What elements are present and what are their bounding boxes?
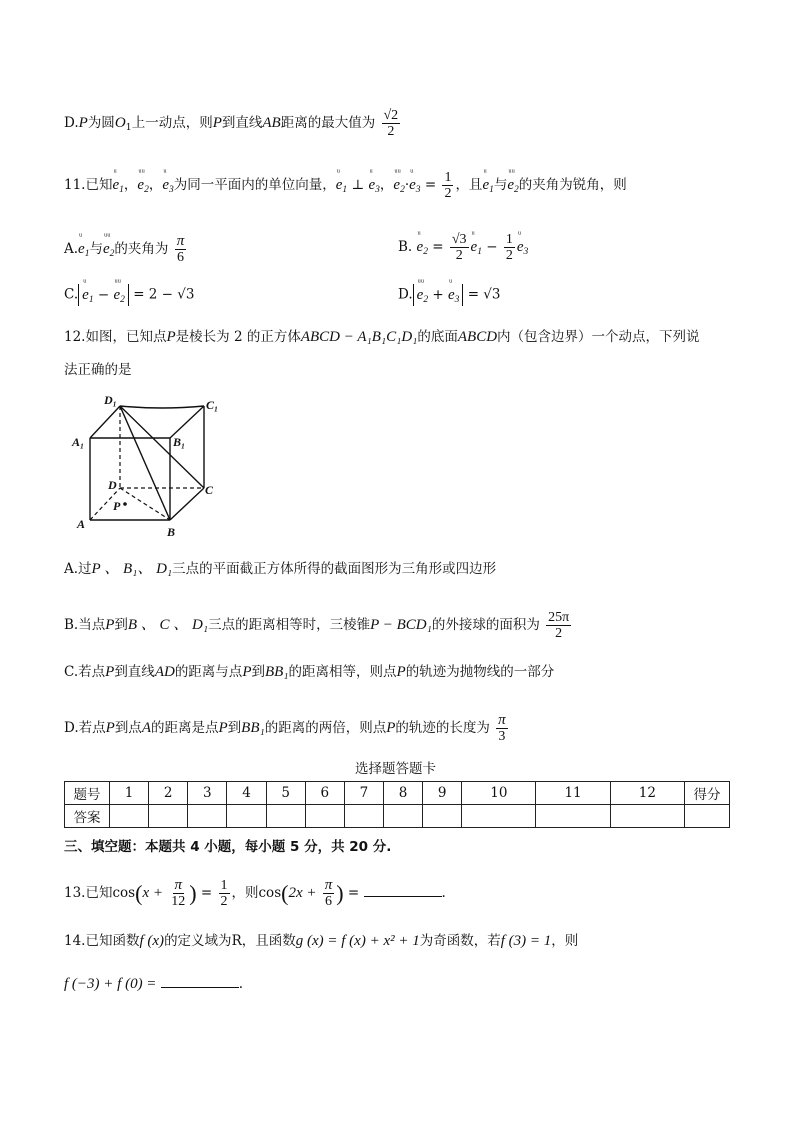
number-cell: 4 — [227, 782, 266, 805]
answer-cell[interactable] — [266, 805, 305, 828]
label-a: A — [77, 517, 86, 531]
label-c1: C₁ — [206, 398, 219, 412]
label-b: B — [167, 525, 176, 539]
label-a1: A₁ — [72, 435, 85, 449]
answer-cell[interactable] — [610, 805, 684, 828]
q12-option-b: B.当点P到B 、 C 、 D₁三点的距离相等时，三棱锥P − BCD₁的外接球的面积为 $\frac{25\pi}{2}$ — [64, 610, 570, 641]
number-cell: 12 — [610, 782, 684, 805]
q11-half-fraction: $\frac{1}{2}$ — [444, 170, 452, 201]
answer-cell[interactable] — [227, 805, 266, 828]
q12-stem-line1: 12.如图，已知点P是棱长为 2 的正方体ABCD − A₁B₁C₁D₁的底面ABCD内（包含边界）一个动点，下列说 — [64, 329, 700, 345]
edge-a1d1 — [90, 406, 120, 438]
label-c: C — [205, 483, 214, 497]
answer-cell[interactable] — [305, 805, 344, 828]
number-cell: 1 — [110, 782, 149, 805]
label-d1: D₁ — [104, 393, 117, 407]
answer-card-title: 选择题答题卡 — [355, 761, 436, 777]
label-p: P — [113, 499, 121, 513]
answer-cell[interactable] — [344, 805, 383, 828]
answer-card-table — [64, 781, 730, 828]
number-cell: 7 — [344, 782, 383, 805]
cube-figure — [70, 392, 220, 542]
number-cell: 2 — [149, 782, 188, 805]
q14-stem-line2: f (−3) + f (0) = . — [64, 973, 243, 994]
edge-b1c1 — [170, 406, 204, 438]
answer-card-answer-row — [65, 805, 730, 828]
answer-cell[interactable] — [383, 805, 422, 828]
number-cell: 3 — [188, 782, 227, 805]
number-cell: 11 — [536, 782, 610, 805]
q10-option-d: D.P为圆$O_1$上一动点，则P到直线AB距离的最大值为 $\frac{√2}{2}$ — [64, 108, 399, 139]
q14-stem-line1: 14.已知函数f (x)的定义域为R，且函数g (x) = f (x) + x² + 1为奇函数，若f (3) = 1，则 — [64, 933, 579, 949]
q13-stem: 13.已知cos(x + $\frac{\pi}{12}$ ) = $\frac{1}{2}$ ，则cos(2x + $\frac{\pi}{6}$ ) = . — [64, 877, 446, 909]
answer-cell[interactable] — [536, 805, 610, 828]
answer-cell[interactable] — [423, 805, 462, 828]
point-p — [123, 502, 127, 506]
label-d: D — [108, 478, 117, 492]
score-label-cell: 得分 — [685, 782, 730, 805]
q13-answer-blank[interactable] — [364, 882, 442, 897]
number-cell: 8 — [383, 782, 422, 805]
number-cell: 10 — [462, 782, 536, 805]
q12-option-c: C.若点P到直线AD的距离与点P到BB₁的距离相等，则点P的轨迹为抛物线的一部分 — [64, 664, 555, 680]
q11-option-a: A.ᵘ $e_1$与ᵘᵘ $e_2$的夹角为 $\frac{\pi}{6}$ — [64, 234, 188, 265]
number-cell: 9 — [423, 782, 462, 805]
label-b1: B₁ — [173, 435, 186, 449]
q12-option-d: D.若点P到点A的距离是点P到BB₁的距离的两倍，则点P的轨迹的长度为 $\frac{\pi}{3}$ — [64, 712, 506, 744]
answer-cell[interactable] — [110, 805, 149, 828]
segment-d1b — [120, 406, 170, 520]
q11-option-c: C.ᵘ $e_1$ − ᵘᵘ $e_2 = 2 - √3$ — [64, 284, 194, 306]
answer-cell[interactable] — [149, 805, 188, 828]
edge-bc — [170, 488, 204, 520]
q12-option-a: A.过P 、 B₁、 D₁三点的平面截正方体所得的截面图形为三角形或四边形 — [64, 561, 497, 577]
number-cell: 5 — [266, 782, 305, 805]
answer-cell[interactable] — [462, 805, 536, 828]
answer-label-cell: 答案 — [65, 805, 110, 828]
q12-stem-line2: 法正确的是 — [64, 362, 132, 378]
q14-answer-blank[interactable] — [161, 973, 239, 988]
q11-option-b: B. ᵘ $e_2$ = $\frac{√3}{2}$ ᵘ $e_1$ − $\frac{1}{2}$ ᵘ $e_3$ — [398, 232, 528, 263]
section3-heading: 三、填空题：本题共 4 小题，每小题 5 分，共 20 分. — [64, 839, 392, 855]
q11-stem: 11.已知ᵘ $e_1$，ᵘᵘ $e_2$，ᵘ $e_3$为同一平面内的单位向量，ᵘ $e_1$ ⊥ ᵘ $e_3$，ᵘᵘ $e_2\cdot ᵘ$ $e_3$ = $\frac{1}{2}$ ，且ᵘ $e_1$与ᵘᵘ $e_2$的夹角为锐角，则 — [64, 170, 627, 201]
q11-option-d: D.ᵘᵘ $e_2$ + ᵘ $e_3 = √3$ — [398, 284, 500, 306]
header-label-cell: 题号 — [65, 782, 110, 805]
edge-d1c1 — [120, 406, 204, 408]
number-cell: 6 — [305, 782, 344, 805]
answer-card-header-row — [65, 782, 730, 805]
q10-max-value-fraction: $\frac{√2}{2}$ — [383, 108, 399, 139]
score-cell[interactable] — [685, 805, 730, 828]
answer-cell[interactable] — [188, 805, 227, 828]
